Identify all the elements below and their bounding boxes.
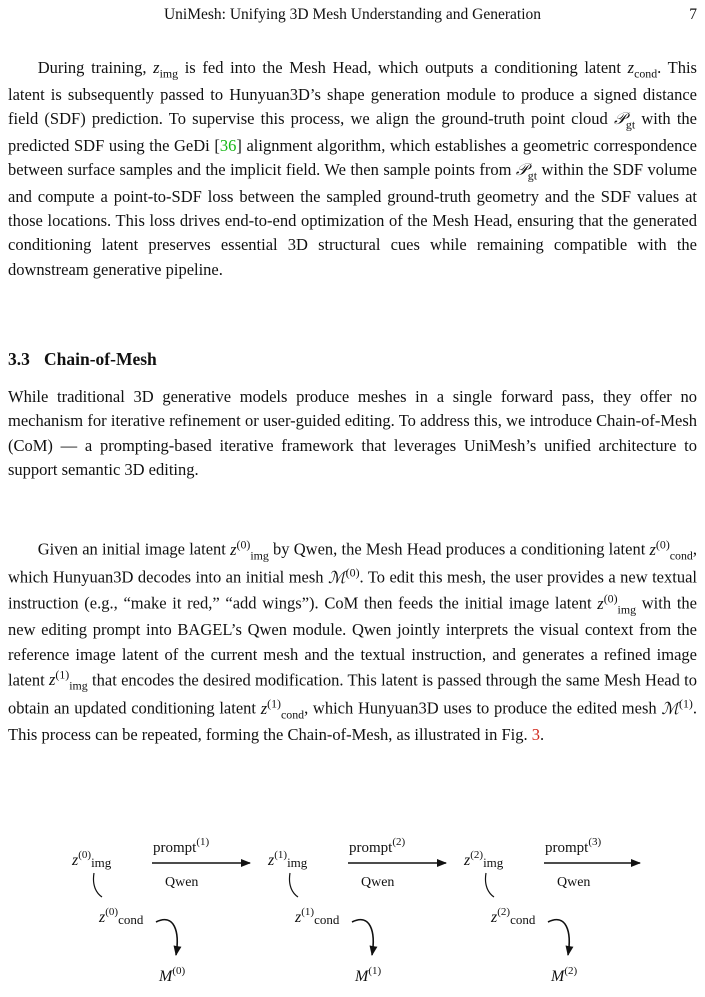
decode-arrow [352,920,373,955]
prompt-label: prompt$^{(1)}$ [153,836,210,856]
running-header [8,6,697,26]
mesh-label: $M^{(1)}$ [355,965,382,985]
cond-latent-label: $z^{(0)}_{cond}$ [99,906,144,927]
model-label: Qwen [165,875,199,890]
z-img-0-symbol: $z^{(0)}_{img}$ [230,537,269,562]
decode-arrow [156,920,177,955]
mesh-1-symbol: ℳ$^{(1)}$ [661,696,693,718]
paragraph-training: During training, $z_{img}$ is fed into the Mesh Head, which outputs a conditioning latent $z_{cond}$. This latent is subsequently passed to Hunyuan3D’s shape generation module to produce a signed distance field (SDF) prediction. To supervise this process, we align the ground-truth point cloud 𝒫$_{gt}$ with the predicted SDF using the GeDi [36] alignment algorithm, which establishes a geometric correspondence between surface samples and the implicit field. We then sample points from 𝒫$_{gt}$ within the SDF volume and compute a point-to-SDF loss between the sampled ground-truth geometry and the SDF values at those locations. This loss drives end-to-end optimization of the Mesh Head, ensuring that the generated conditioning latent preserves essential 3D structural cues while remaining compatible with the downstream generative pipeline. [8,58,698,279]
connector-curve [93,873,102,897]
prompt-label: prompt$^{(3)}$ [545,836,602,856]
z-img-symbol: $z_{img}$ [153,58,179,81]
citation-link[interactable]: 36 [219,135,237,155]
connector-curve [485,873,494,897]
paragraph-intro-com: While traditional 3D generative models produce meshes in a single forward pass, they offer no mechanism for iterative refinement or user-guided editing. To address this, we introduce Chain-of-Mesh (CoM) — a prompting-based iterative framework that leverages UniMesh’s unified architecture to support semantic 3D editing. [8,387,697,479]
chain-of-mesh-figure [0,815,705,992]
z-cond-1-symbol: $z^{(1)}_{cond}$ [260,696,305,721]
chain-step-1 [267,836,446,985]
img-latent-label: $z^{(2)}_{img}$ [464,849,504,870]
img-latent-label: $z^{(1)}_{img}$ [268,849,308,870]
paragraph-com-description: Given an initial image latent $z^{(0)}_{img}$ by Qwen, the Mesh Head produces a conditioning latent $z^{(0)}_{cond}$, which Hunyuan3D decodes into an initial mesh ℳ$^{(0)}$. To edit this mesh, the user provides a new textual instruction (e.g., “make it red,” “add wings”). CoM then feeds the initial image latent $z^{(0)}_{img}$ with the new editing prompt into BAGEL’s Qwen module. Qwen jointly interprets the visual context from the reference image latent of the current mesh and the textual instruction, and generates a refined image latent $z^{(1)}_{img}$ that encodes the desired modification. This latent is passed through the same Mesh Head to obtain an updated conditioning latent $z^{(1)}_{cond}$, which Hunyuan3D uses to produce the edited mesh ℳ$^{(1)}$. This process can be repeated, forming the Chain-of-Mesh, as illustrated in Fig. 3. [8,537,697,745]
z-img-0-symbol: $z^{(0)}_{img}$ [597,591,637,616]
model-label: Qwen [361,875,395,890]
mesh-label: $M^{(0)}$ [159,965,186,985]
p-gt-symbol: 𝒫$_{gt}$ [515,160,538,183]
chain-step-2 [463,836,640,985]
section-heading [8,349,157,370]
running-title: UniMesh: Unifying 3D Mesh Understanding and Generation [163,6,542,23]
cond-latent-label: $z^{(2)}_{cond}$ [491,906,536,927]
section-title: Chain-of-Mesh [44,349,157,369]
figure-reference-link[interactable]: 3 [531,725,540,745]
section-number: 3.3 [8,349,30,369]
mesh-label: $M^{(2)}$ [551,965,578,985]
z-cond-symbol: $z_{cond}$ [627,58,658,81]
page-number: 7 [689,6,697,23]
p-gt-symbol: 𝒫$_{gt}$ [613,109,636,132]
chain-of-mesh-diagram [0,815,705,992]
z-img-1-symbol: $z^{(1)}_{img}$ [48,667,88,693]
mesh-0-symbol: ℳ$^{(0)}$ [328,565,360,587]
img-latent-label: $z^{(0)}_{img}$ [72,849,112,870]
prompt-label: prompt$^{(2)}$ [349,836,406,856]
cond-latent-label: $z^{(1)}_{cond}$ [295,906,340,927]
connector-curve [289,873,298,897]
chain-step-0 [71,836,250,985]
model-label: Qwen [557,875,591,890]
decode-arrow [548,920,569,955]
z-cond-0-symbol: $z^{(0)}_{cond}$ [649,537,693,562]
